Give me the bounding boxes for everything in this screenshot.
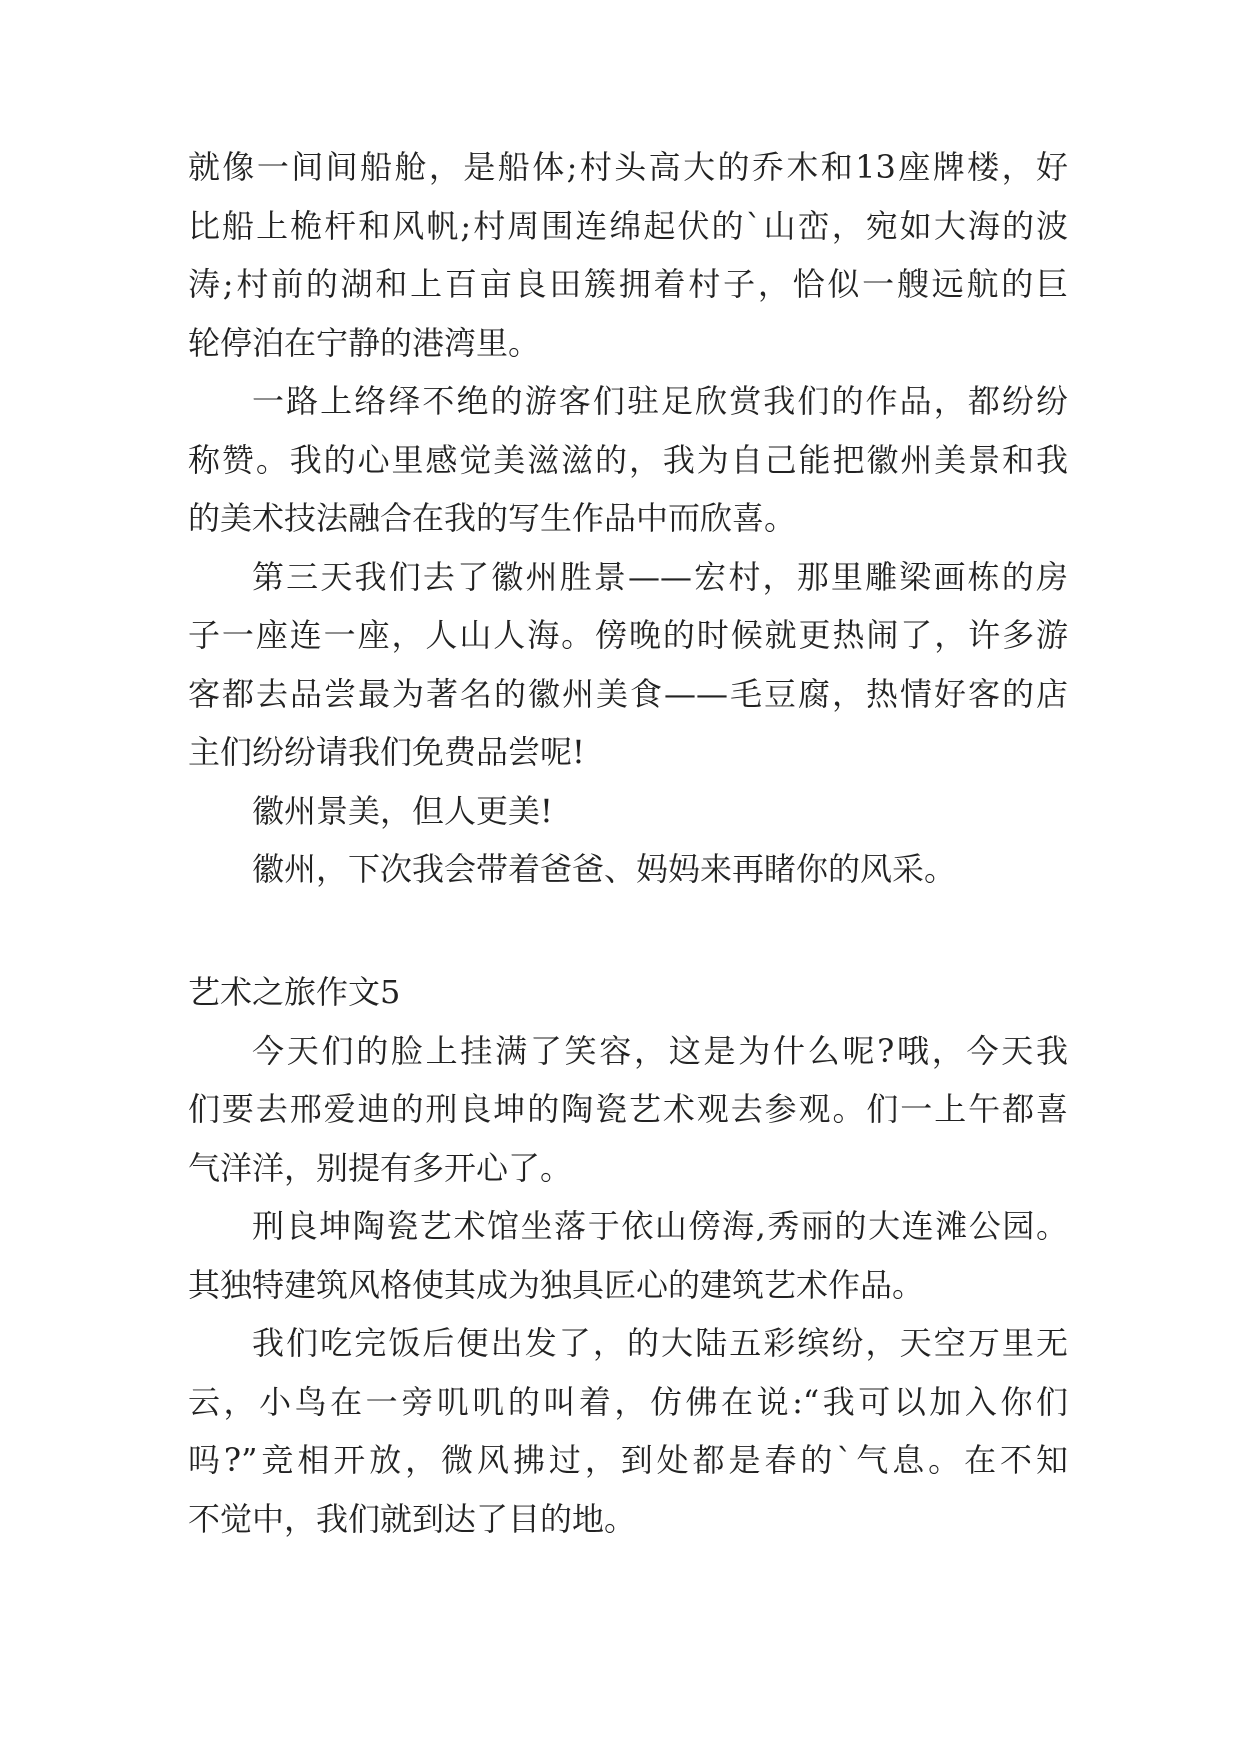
text-line: 其独特建筑风格使其成为独具匠心的建筑艺术作品。 <box>188 1265 925 1304</box>
essay-continuation <box>188 138 1068 899</box>
essay-title <box>188 963 1068 1022</box>
text-line: 徽州，下次我会带着爸爸、妈妈来再睹你的风采。 <box>252 850 957 888</box>
paragraph-departure <box>188 1314 1068 1548</box>
text-line: 一路上络绎不绝的游客们驻足欣赏我们的作品，都纷纷 <box>252 382 1068 420</box>
text-line: 今天们的脸上挂满了笑容，这是为什么呢?哦，今天我 <box>252 1031 1068 1070</box>
text-line: 轮停泊在宁静的港湾里。 <box>188 323 541 362</box>
text-line: 客都去品尝最为著名的徽州美食——毛豆腐，热情好客的店 <box>188 674 1068 713</box>
text-line: 徽州景美，但人更美! <box>252 791 553 830</box>
text-line: 的美术技法融合在我的写生作品中而欣喜。 <box>188 499 797 537</box>
paragraph-hongcun <box>188 548 1068 782</box>
essay-title-text: 艺术之旅作文5 <box>188 973 401 1011</box>
text-line: 就像一间间船舱，是船体;村头高大的乔木和13座牌楼，好 <box>188 148 1068 186</box>
text-line: 们要去邢爱迪的刑良坤的陶瓷艺术观去参观。们一上午都喜 <box>188 1090 1068 1128</box>
text-line: 云，小鸟在一旁叽叽的叫着，仿佛在说:“我可以加入你们 <box>188 1382 1068 1421</box>
text-line: 比船上桅杆和风帆;村周围连绵起伏的`山峦，宛如大海的波 <box>188 206 1068 245</box>
text-line: 第三天我们去了徽州胜景——宏村，那里雕梁画栋的房 <box>252 557 1068 596</box>
text-line: 我们吃完饭后便出发了，的大陆五彩缤纷，天空万里无 <box>252 1324 1068 1362</box>
text-line: 气洋洋，别提有多开心了。 <box>188 1148 573 1187</box>
text-line: 不觉中，我们就到达了目的地。 <box>188 1499 637 1538</box>
paragraph-next-time <box>188 840 1068 899</box>
paragraph-people-beautiful <box>188 782 1068 841</box>
paragraph-smiles <box>188 1022 1068 1198</box>
text-line: 吗?”竞相开放，微风拂过，到处都是春的`气息。在不知 <box>188 1441 1068 1479</box>
text-line: 子一座连一座，人山人海。傍晚的时候就更热闹了，许多游 <box>188 616 1068 654</box>
text-line: 涛;村前的湖和上百亩良田簇拥着村子，恰似一艘远航的巨 <box>188 265 1068 303</box>
text-line: 刑良坤陶瓷艺术馆坐落于依山傍海,秀丽的大连滩公园。 <box>252 1207 1068 1245</box>
paragraph-ship-village <box>188 138 1068 372</box>
text-line: 称赞。我的心里感觉美滋滋的，我为自己能把徽州美景和我 <box>188 440 1068 479</box>
paragraph-tourists-praise <box>188 372 1068 548</box>
text-line: 主们纷纷请我们免费品尝呢! <box>188 733 585 771</box>
essay-5 <box>188 963 1068 1548</box>
paragraph-museum <box>188 1197 1068 1314</box>
